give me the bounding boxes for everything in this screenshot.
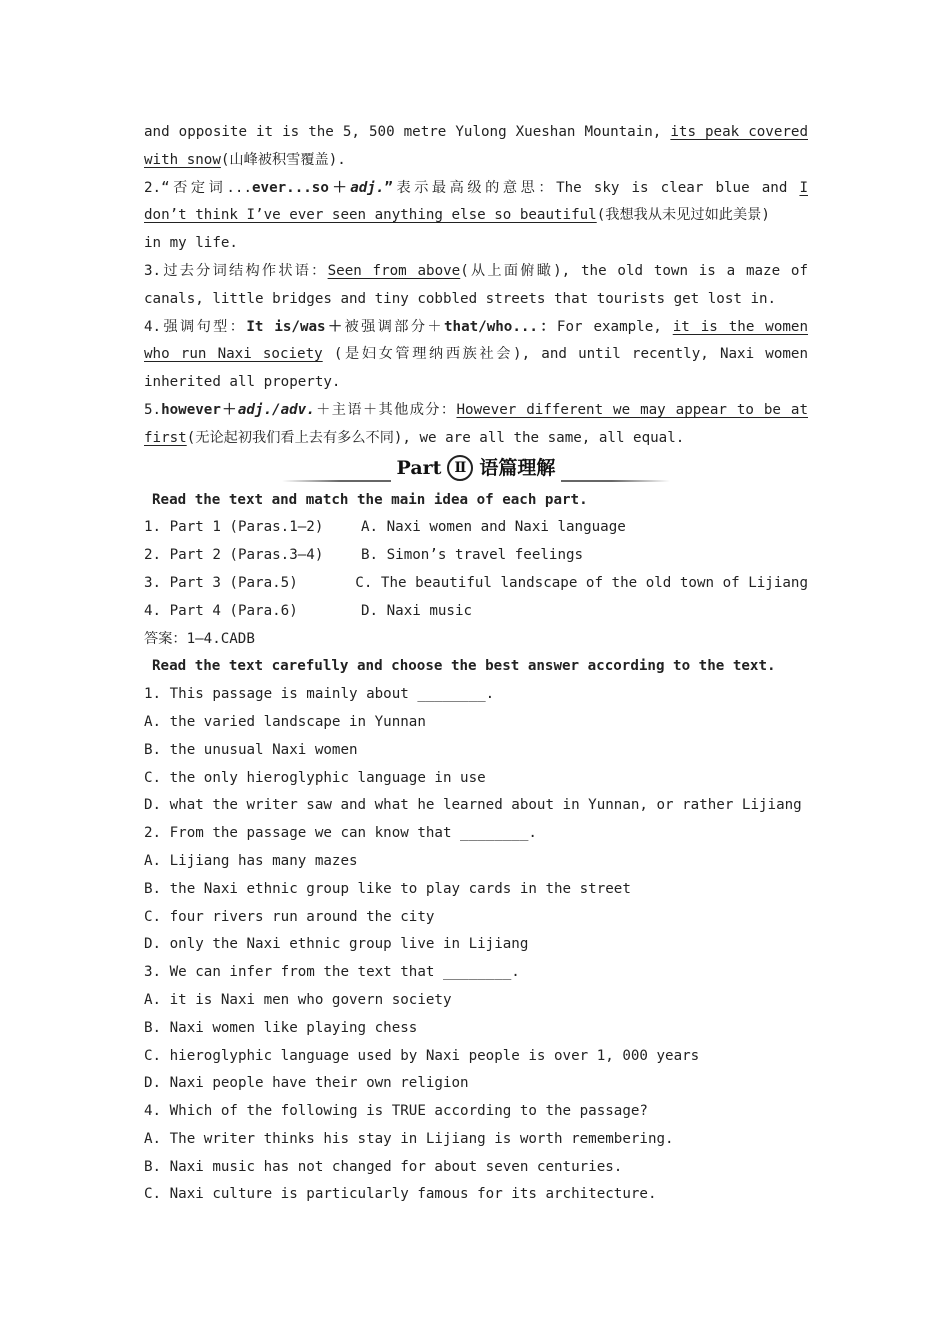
body-text: and opposite it is the 5, 500 metre Yulong Xueshan Mountain, (144, 124, 662, 140)
match-part: 4. Part 4 (Para.6) (144, 602, 298, 619)
section-title (144, 453, 808, 487)
answer-option: A. The writer thinks his stay in Lijiang is worth remembering. (144, 1130, 674, 1147)
match-idea: B. Simon’s travel feelings (361, 547, 584, 564)
underlined-phrase: I (799, 179, 808, 196)
grammar-label: 表示最高级的意思： (392, 179, 557, 196)
text-line (144, 286, 808, 314)
grammar-label: adj./adv. (237, 401, 315, 418)
text-line (144, 147, 808, 175)
match-list (144, 514, 808, 625)
answer-option: D. what the writer saw and what he learned about in Yunnan, or rather Lijiang (144, 797, 802, 814)
underlined-phrase: with snow (144, 151, 221, 168)
body-text: For example, (556, 318, 662, 335)
body-text: (是妇女管理纳西族社会), and until recently, Naxi women (333, 346, 808, 363)
text-line (144, 341, 808, 369)
underlined-phrase: first (144, 429, 187, 446)
grammar-label: ever...so＋ (252, 179, 351, 196)
text-line (144, 202, 808, 230)
grammar-label: It is/was＋ (246, 318, 345, 335)
match-idea: D. Naxi music (361, 602, 473, 619)
question-list (144, 681, 808, 1209)
text-line (144, 425, 808, 453)
text-line (144, 175, 808, 203)
question-stem: 4. Which of the following is TRUE according to the passage? (144, 1103, 648, 1120)
underlined-phrase: Seen from above (327, 262, 461, 279)
item-number: 2. (144, 179, 162, 196)
match-idea: C. The beautiful landscape of the old town of Lijiang (355, 574, 808, 591)
text-line (144, 314, 808, 342)
answer-option: D. only the Naxi ethnic group live in Lijiang (144, 936, 529, 953)
part-name: 语篇理解 (479, 456, 556, 479)
answer-option: C. hieroglyphic language used by Naxi people is over 1, 000 years (144, 1047, 700, 1064)
document-page (144, 119, 808, 1209)
answer-option: A. Lijiang has many mazes (144, 852, 358, 869)
body-text: (无论起初我们看上去有多么不同), we are all the same, all equal. (186, 429, 685, 446)
match-row (144, 514, 808, 542)
match-row (144, 598, 808, 626)
answer-option: B. Naxi music has not changed for about seven centuries. (144, 1158, 623, 1175)
match-part: 2. Part 2 (Paras.3—4) (144, 547, 324, 564)
text-line (144, 258, 808, 286)
grammar-label: “否定词... (161, 179, 253, 196)
match-part: 3. Part 3 (Para.5) (144, 574, 298, 591)
grammar-label: ” (384, 179, 393, 196)
grammar-label: 4.强调句型： (144, 318, 247, 335)
text-line (144, 230, 808, 258)
underlined-phrase: don’t think I’ve ever seen anything else so beautiful (144, 207, 597, 224)
answer-option: A. it is Naxi men who govern society (144, 991, 452, 1008)
answer-option: C. the only hieroglyphic language in use (144, 769, 486, 786)
grammar-label: ＋主语＋其他成分： (314, 401, 457, 418)
body-text: (从上面俯瞰), the old town is a maze of (460, 262, 808, 279)
grammar-label: 被强调部分＋ (344, 318, 444, 335)
underlined-phrase: it is the women (672, 318, 809, 335)
body-text: canals, little bridges and tiny cobbled streets that tourists get lost in. (144, 290, 777, 307)
part-label: Part (396, 456, 442, 479)
answer-option: A. the varied landscape in Yunnan (144, 713, 426, 730)
underlined-phrase: who run Naxi society (144, 346, 323, 363)
match-row (144, 570, 808, 598)
underlined-phrase: However different we may appear to be at (456, 401, 808, 418)
grammar-label: 3.过去分词结构作状语： (144, 262, 328, 279)
question-stem: 2. From the passage we can know that ________. (144, 825, 537, 842)
instruction: Read the text and match the main idea of each part. (152, 491, 588, 508)
body-text: (我想我从未见过如此美景) (596, 207, 770, 224)
body-text: in my life. (144, 235, 238, 252)
text-line (144, 397, 808, 425)
grammar-label: adj. (350, 179, 385, 196)
answer-option: C. four rivers run around the city (144, 908, 435, 925)
match-idea: A. Naxi women and Naxi language (361, 519, 626, 536)
body-text: (山峰被积雪覆盖). (220, 151, 346, 168)
grammar-label: that/who...： (443, 318, 557, 335)
underlined-phrase: its peak covered (670, 124, 808, 140)
body-text: inherited all property. (144, 374, 341, 391)
question-stem: 3. We can infer from the text that ________. (144, 964, 520, 981)
answer-option: B. the Naxi ethnic group like to play cards in the street (144, 880, 631, 897)
answer-option: D. Naxi people have their own religion (144, 1075, 469, 1092)
text-line (144, 119, 808, 147)
answer-key: 答案：1—4.CADB (144, 630, 255, 647)
answer-option: B. the unusual Naxi women (144, 741, 358, 758)
answer-option: C. Naxi culture is particularly famous for its architecture. (144, 1186, 657, 1203)
answer-option: B. Naxi women like playing chess (144, 1019, 418, 1036)
text-line (144, 369, 808, 397)
roman-numeral-badge: Ⅱ (447, 455, 473, 481)
section-title-text (391, 453, 562, 483)
grammar-label: however＋ (161, 401, 238, 418)
body-text: The sky is clear blue and (556, 179, 788, 196)
instruction: Read the text carefully and choose the best answer according to the text. (152, 658, 776, 675)
question-stem: 1. This passage is mainly about ________. (144, 686, 495, 703)
item-number: 5. (144, 401, 162, 418)
match-row (144, 542, 808, 570)
match-part: 1. Part 1 (Paras.1—2) (144, 519, 324, 536)
